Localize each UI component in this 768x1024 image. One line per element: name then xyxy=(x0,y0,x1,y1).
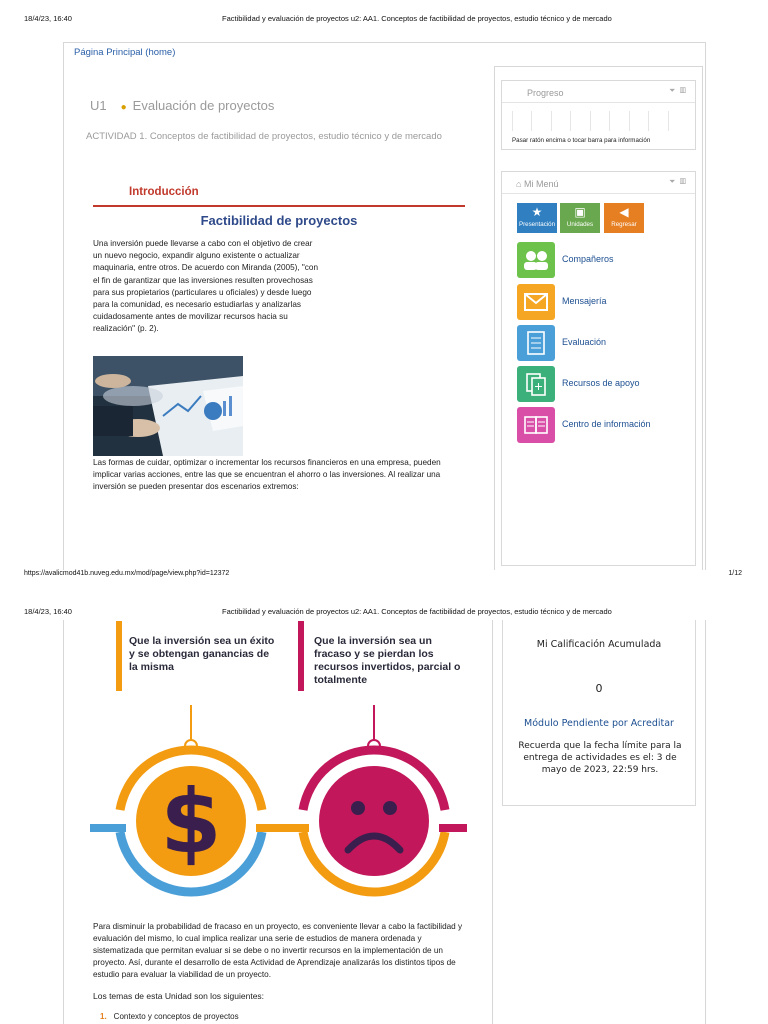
menu-item-centro-informacion[interactable] xyxy=(517,407,702,445)
print-doc-title: Factibilidad y evaluación de proyectos u2: AA1. Conceptos de factibilidad de proyectos, estudio técnico y de mercado xyxy=(222,607,612,616)
success-failure-illustration xyxy=(90,700,470,910)
deadline-note: Recuerda que la fecha límite para la entrega de actividades es el: 3 de mayo de 2023, 22:59 hrs. xyxy=(518,741,682,775)
unit-code: U1 xyxy=(90,98,107,113)
unidades-button[interactable] xyxy=(560,203,600,233)
menu-item-label: Evaluación xyxy=(562,337,607,347)
menu-item-label: Recursos de apoyo xyxy=(562,378,640,388)
page-number: 1/12 xyxy=(728,570,742,577)
activity-title: ACTIVIDAD 1. Conceptos de factibilidad de proyectos, estudio técnico y de mercado xyxy=(86,131,442,142)
progress-block xyxy=(501,80,696,150)
unit-name: Evaluación de proyectos xyxy=(132,98,275,113)
paragraph-1: Una inversión puede llevarse a cabo con el objetivo de crear un nuevo negocio, expandir alguno existente o actualizar maquinaria, entre otros. De acuerdo con Miranda (2005), "con el fin de garantizar que las inversiones resulten provechosas para sus propietarios (particulares u oficiales) y desde luego para la comunidad, es necesario estudiarlas y analizarlas cuidadosamente antes de movilizar recursos hacia su realización" (p. 2). xyxy=(93,239,319,334)
business-photo xyxy=(93,356,243,456)
failure-bar xyxy=(298,621,304,691)
print-header xyxy=(0,607,768,621)
print-datetime: 18/4/23, 16:40 xyxy=(24,14,72,23)
intro-heading: Introducción xyxy=(129,186,199,198)
documents-icon xyxy=(517,366,555,402)
menu-item-recursos[interactable] xyxy=(517,366,702,404)
back-arrow-icon: ◀ xyxy=(619,205,629,219)
grade-title: Mi Calificación Acumulada xyxy=(536,639,662,650)
regresar-button[interactable] xyxy=(604,203,644,233)
progress-bar[interactable] xyxy=(512,111,687,131)
topics-intro: Los temas de esta Unidad son los siguientes: xyxy=(93,991,265,1001)
regresar-label: Regresar xyxy=(611,221,637,228)
presentacion-button[interactable] xyxy=(517,203,557,233)
book-icon: ▣ xyxy=(574,205,586,219)
sad-face-icon xyxy=(351,801,365,815)
section-title: Factibilidad de proyectos xyxy=(200,213,358,228)
people-icon xyxy=(517,242,555,278)
success-bar xyxy=(116,621,122,691)
page-url: https://avalicmod41b.nuveg.edu.mx/mod/page/view.php?id=12372 xyxy=(24,570,230,577)
checklist-icon xyxy=(517,325,555,361)
open-book-icon xyxy=(517,407,555,443)
scenario-failure: Que la inversión sea un fracaso y se pierdan los recursos invertidos, parcial o totalmente xyxy=(314,635,461,686)
topic-item xyxy=(100,1012,239,1021)
collapse-icon[interactable]: ⏷ ▥ xyxy=(668,177,687,186)
content-divider xyxy=(492,620,493,1024)
menu-item-label: Mensajería xyxy=(562,296,607,306)
home-link[interactable]: Página Principal (home) xyxy=(74,47,176,58)
progress-note: Pasar ratón encima o tocar barra para información xyxy=(512,137,651,144)
progress-header xyxy=(502,81,695,103)
bullet-icon: ● xyxy=(120,102,127,113)
menu-item-label: Compañeros xyxy=(562,254,614,264)
envelope-icon xyxy=(517,284,555,320)
star-icon: ★ xyxy=(531,205,543,219)
print-datetime: 18/4/23, 16:40 xyxy=(24,607,72,616)
topic-label: Contexto y conceptos de proyectos xyxy=(113,1012,239,1021)
menu-header xyxy=(502,172,695,194)
progress-label: Progreso xyxy=(527,88,564,98)
dollar-icon: $ xyxy=(160,770,222,873)
print-header xyxy=(0,14,768,28)
unit-heading xyxy=(90,98,274,113)
menu-item-mensajeria[interactable] xyxy=(517,284,702,322)
intro-divider xyxy=(93,205,465,207)
menu-item-evaluacion[interactable] xyxy=(517,325,702,363)
scenario-success: Que la inversión sea un éxito y se obtengan ganancias de la misma xyxy=(129,635,275,673)
menu-item-companeros[interactable] xyxy=(517,242,702,280)
home-icon: ⌂ xyxy=(516,179,522,189)
paragraph-3: Para disminuir la probabilidad de fracaso en un proyecto, es conveniente llevar a cabo la factibilidad y evaluación del mismo, lo cual implica realizar una serie de estudios de manera ordenada y sistematizada que permitan evaluar si se debe o no invertir recursos en la implementación de un proyecto. Así, durante el desarrollo de esta Actividad de Aprendizaje analizarás los distintos tipos de estudio para evaluar la viabilidad de un proyecto. xyxy=(93,922,463,979)
menu-label: Mi Menú xyxy=(523,179,559,189)
grade-value: 0 xyxy=(595,682,603,695)
print-doc-title: Factibilidad y evaluación de proyectos u2: AA1. Conceptos de factibilidad de proyectos, estudio técnico y de mercado xyxy=(222,14,612,23)
collapse-icon[interactable]: ⏷ ▥ xyxy=(668,86,687,95)
topic-number: 1. xyxy=(100,1012,107,1021)
paragraph-2: Las formas de cuidar, optimizar o incrementar los recursos financieros en una empresa, pueden implicar varias acciones, entre las que se encuentran el ahorro o las inversiones. Al realizar una inversión se pueden presentar dos escenarios extremos: xyxy=(93,458,441,491)
unidades-label: Unidades xyxy=(566,221,594,228)
presentacion-label: Presentación xyxy=(518,221,556,228)
menu-item-label: Centro de información xyxy=(562,419,651,429)
grade-pending: Módulo Pendiente por Acreditar xyxy=(524,718,674,729)
grade-block xyxy=(502,620,696,806)
